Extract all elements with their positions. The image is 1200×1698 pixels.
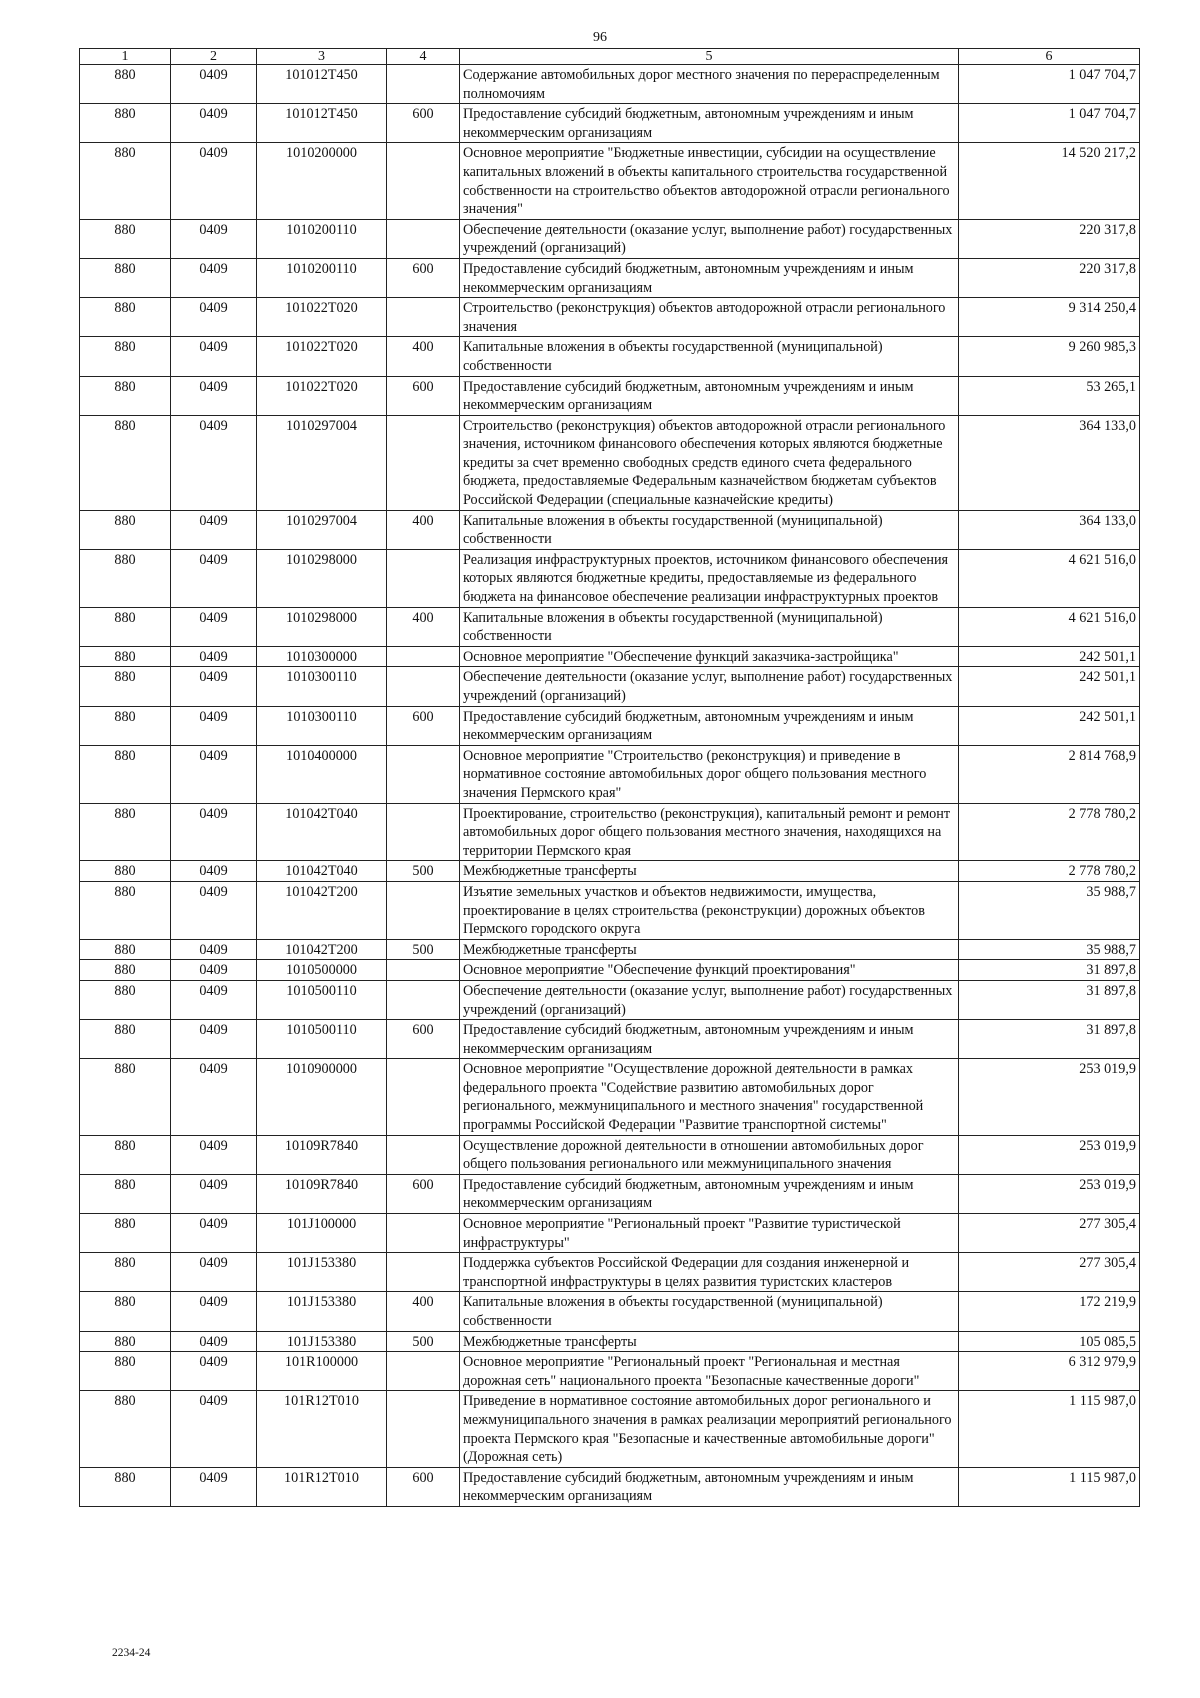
table-row [80,258,1140,297]
cell-admin-code: 880 [80,1174,171,1213]
cell-expense-type [387,1352,460,1391]
table-row [80,1352,1140,1391]
cell-amount: 31 897,8 [959,1020,1140,1059]
cell-section-code: 0409 [171,646,257,667]
cell-target-code: 1010300110 [257,706,387,745]
table-row [80,667,1140,706]
table-row [80,881,1140,939]
cell-admin-code: 880 [80,143,171,219]
cell-section-code: 0409 [171,1292,257,1331]
cell-description: Содержание автомобильных дорог местного значения по перераспределенным полномочиям [460,65,959,104]
cell-target-code: 1010200000 [257,143,387,219]
table-row [80,510,1140,549]
table-row [80,1292,1140,1331]
cell-description: Основное мероприятие "Обеспечение функций заказчика-застройщика" [460,646,959,667]
cell-section-code: 0409 [171,607,257,646]
table-row [80,298,1140,337]
cell-description: Предоставление субсидий бюджетным, автономным учреждениям и иным некоммерческим организациям [460,1174,959,1213]
cell-target-code: 101012Т450 [257,104,387,143]
cell-target-code: 101022Т020 [257,376,387,415]
cell-admin-code: 880 [80,667,171,706]
cell-expense-type [387,960,460,981]
cell-description: Строительство (реконструкция) объектов автодорожной отрасли регионального значения, источником финансового обеспечения которых являются бюджетные кредиты за счет временно свободных средств единого счета федерального бюджета, предоставляемые Федеральным казначейством бюджетам субъектов Российской Федерации (специальные казначейские кредиты) [460,415,959,510]
cell-amount: 364 133,0 [959,415,1140,510]
cell-section-code: 0409 [171,960,257,981]
budget-table [79,48,1140,1507]
cell-description: Предоставление субсидий бюджетным, автономным учреждениям и иным некоммерческим организациям [460,258,959,297]
cell-amount: 31 897,8 [959,960,1140,981]
table-row [80,1391,1140,1467]
cell-amount: 4 621 516,0 [959,549,1140,607]
cell-admin-code: 880 [80,607,171,646]
cell-expense-type [387,415,460,510]
cell-target-code: 1010298000 [257,549,387,607]
column-header: 2 [171,49,257,65]
cell-amount: 220 317,8 [959,258,1140,297]
cell-amount: 31 897,8 [959,980,1140,1019]
cell-description: Капитальные вложения в объекты государственной (муниципальной) собственности [460,1292,959,1331]
cell-amount: 105 085,5 [959,1331,1140,1352]
cell-admin-code: 880 [80,298,171,337]
cell-expense-type [387,803,460,861]
cell-amount: 253 019,9 [959,1174,1140,1213]
cell-description: Изъятие земельных участков и объектов недвижимости, имущества, проектирование в целях строительства (реконструкции) дорожных объектов Пермского городского округа [460,881,959,939]
cell-expense-type [387,1253,460,1292]
cell-target-code: 101J153380 [257,1292,387,1331]
table-row [80,1135,1140,1174]
cell-amount: 14 520 217,2 [959,143,1140,219]
cell-description: Обеспечение деятельности (оказание услуг, выполнение работ) государственных учреждений (организаций) [460,219,959,258]
cell-description: Основное мероприятие "Бюджетные инвестиции, субсидии на осуществление капитальных вложений в объекты капитального строительства государственной собственности на строительство объектов автодорожной отрасли регионального значения" [460,143,959,219]
cell-amount: 9 314 250,4 [959,298,1140,337]
cell-description: Основное мероприятие "Региональный проект "Региональная и местная дорожная сеть" национального проекта "Безопасные качественные дороги" [460,1352,959,1391]
cell-amount: 6 312 979,9 [959,1352,1140,1391]
cell-section-code: 0409 [171,667,257,706]
cell-section-code: 0409 [171,1391,257,1467]
footer-document-code: 2234-24 [112,1647,151,1659]
cell-section-code: 0409 [171,1214,257,1253]
cell-section-code: 0409 [171,65,257,104]
cell-target-code: 10109R7840 [257,1135,387,1174]
cell-target-code: 101022Т020 [257,337,387,376]
cell-target-code: 10109R7840 [257,1174,387,1213]
table-row [80,980,1140,1019]
cell-description: Проектирование, строительство (реконструкция), капитальный ремонт и ремонт автомобильных дорог общего пользования местного значения, находящихся на территории Пермского края [460,803,959,861]
cell-description: Капитальные вложения в объекты государственной (муниципальной) собственности [460,607,959,646]
cell-expense-type [387,881,460,939]
cell-section-code: 0409 [171,980,257,1019]
table-header-row [80,49,1140,65]
cell-target-code: 1010900000 [257,1059,387,1135]
cell-expense-type: 600 [387,1020,460,1059]
cell-expense-type [387,1135,460,1174]
cell-expense-type [387,667,460,706]
cell-section-code: 0409 [171,219,257,258]
column-header: 3 [257,49,387,65]
cell-expense-type: 500 [387,861,460,882]
cell-amount: 277 305,4 [959,1253,1140,1292]
table-row [80,1020,1140,1059]
cell-section-code: 0409 [171,803,257,861]
cell-expense-type: 500 [387,1331,460,1352]
table-row [80,646,1140,667]
cell-admin-code: 880 [80,646,171,667]
cell-target-code: 1010400000 [257,745,387,803]
cell-description: Межбюджетные трансферты [460,939,959,960]
column-header: 1 [80,49,171,65]
cell-section-code: 0409 [171,510,257,549]
cell-target-code: 101042Т040 [257,861,387,882]
cell-section-code: 0409 [171,861,257,882]
column-header: 5 [460,49,959,65]
cell-amount: 1 047 704,7 [959,104,1140,143]
cell-description: Межбюджетные трансферты [460,861,959,882]
cell-admin-code: 880 [80,881,171,939]
cell-target-code: 101R100000 [257,1352,387,1391]
cell-expense-type [387,219,460,258]
cell-admin-code: 880 [80,376,171,415]
cell-amount: 172 219,9 [959,1292,1140,1331]
cell-target-code: 1010297004 [257,415,387,510]
cell-description: Предоставление субсидий бюджетным, автономным учреждениям и иным некоммерческим организациям [460,376,959,415]
cell-expense-type: 600 [387,258,460,297]
cell-amount: 53 265,1 [959,376,1140,415]
cell-target-code: 101042Т200 [257,939,387,960]
cell-expense-type [387,549,460,607]
cell-section-code: 0409 [171,1253,257,1292]
cell-amount: 242 501,1 [959,646,1140,667]
cell-description: Основное мероприятие "Обеспечение функций проектирования" [460,960,959,981]
table-row [80,1467,1140,1506]
cell-amount: 35 988,7 [959,881,1140,939]
table-row [80,337,1140,376]
cell-target-code: 1010300000 [257,646,387,667]
cell-admin-code: 880 [80,1391,171,1467]
cell-section-code: 0409 [171,298,257,337]
cell-section-code: 0409 [171,143,257,219]
cell-section-code: 0409 [171,337,257,376]
cell-admin-code: 880 [80,706,171,745]
cell-section-code: 0409 [171,745,257,803]
cell-section-code: 0409 [171,706,257,745]
cell-admin-code: 880 [80,104,171,143]
cell-amount: 253 019,9 [959,1059,1140,1135]
cell-target-code: 1010500110 [257,980,387,1019]
cell-target-code: 1010500110 [257,1020,387,1059]
table-row [80,219,1140,258]
cell-admin-code: 880 [80,415,171,510]
cell-expense-type [387,143,460,219]
cell-section-code: 0409 [171,258,257,297]
cell-description: Осуществление дорожной деятельности в отношении автомобильных дорог общего пользования регионального или межмуниципального значения [460,1135,959,1174]
cell-expense-type: 600 [387,376,460,415]
cell-amount: 242 501,1 [959,706,1140,745]
cell-section-code: 0409 [171,1135,257,1174]
cell-admin-code: 880 [80,1467,171,1506]
cell-description: Предоставление субсидий бюджетным, автономным учреждениям и иным некоммерческим организациям [460,706,959,745]
cell-section-code: 0409 [171,939,257,960]
table-body [80,65,1140,1507]
table-row [80,607,1140,646]
cell-target-code: 1010300110 [257,667,387,706]
cell-admin-code: 880 [80,258,171,297]
cell-amount: 2 778 780,2 [959,861,1140,882]
cell-target-code: 101J153380 [257,1331,387,1352]
cell-admin-code: 880 [80,980,171,1019]
cell-amount: 2 778 780,2 [959,803,1140,861]
cell-admin-code: 880 [80,65,171,104]
cell-description: Приведение в нормативное состояние автомобильных дорог регионального и межмуниципального значения в рамках реализации мероприятий регионального проекта Пермского края "Безопасные и качественные автомобильные дороги" (Дорожная сеть) [460,1391,959,1467]
column-header: 4 [387,49,460,65]
cell-expense-type: 600 [387,1467,460,1506]
cell-amount: 9 260 985,3 [959,337,1140,376]
cell-description: Поддержка субъектов Российской Федерации для создания инженерной и транспортной инфраструктуры в целях развития туристских кластеров [460,1253,959,1292]
cell-description: Предоставление субсидий бюджетным, автономным учреждениям и иным некоммерческим организациям [460,1020,959,1059]
cell-admin-code: 880 [80,745,171,803]
cell-admin-code: 880 [80,1352,171,1391]
cell-target-code: 101R12Т010 [257,1467,387,1506]
cell-section-code: 0409 [171,415,257,510]
cell-admin-code: 880 [80,939,171,960]
cell-target-code: 101042Т200 [257,881,387,939]
cell-section-code: 0409 [171,1467,257,1506]
cell-expense-type: 400 [387,510,460,549]
cell-admin-code: 880 [80,861,171,882]
cell-section-code: 0409 [171,1174,257,1213]
cell-amount: 1 115 987,0 [959,1467,1140,1506]
cell-expense-type: 400 [387,607,460,646]
cell-section-code: 0409 [171,549,257,607]
cell-target-code: 101022Т020 [257,298,387,337]
cell-amount: 4 621 516,0 [959,607,1140,646]
cell-expense-type [387,298,460,337]
table-row [80,803,1140,861]
cell-section-code: 0409 [171,1020,257,1059]
cell-expense-type: 500 [387,939,460,960]
cell-section-code: 0409 [171,1352,257,1391]
cell-target-code: 1010200110 [257,219,387,258]
cell-admin-code: 880 [80,510,171,549]
cell-admin-code: 880 [80,1135,171,1174]
cell-section-code: 0409 [171,1059,257,1135]
cell-section-code: 0409 [171,1331,257,1352]
cell-amount: 2 814 768,9 [959,745,1140,803]
cell-admin-code: 880 [80,1059,171,1135]
cell-target-code: 101042Т040 [257,803,387,861]
cell-admin-code: 880 [80,219,171,258]
table-row [80,415,1140,510]
page-number: 96 [593,30,607,45]
cell-section-code: 0409 [171,104,257,143]
cell-expense-type: 600 [387,1174,460,1213]
cell-target-code: 1010200110 [257,258,387,297]
table-row [80,1174,1140,1213]
cell-admin-code: 880 [80,1214,171,1253]
cell-expense-type [387,980,460,1019]
cell-description: Основное мероприятие "Осуществление дорожной деятельности в рамках федерального проекта "Содействие развитию автомобильных дорог регионального, межмуниципального и местного значения" государственной программы Российской Федерации "Развитие транспортной системы" [460,1059,959,1135]
cell-amount: 364 133,0 [959,510,1140,549]
cell-admin-code: 880 [80,1253,171,1292]
table-row [80,1214,1140,1253]
cell-description: Обеспечение деятельности (оказание услуг, выполнение работ) государственных учреждений (организаций) [460,980,959,1019]
cell-description: Предоставление субсидий бюджетным, автономным учреждениям и иным некоммерческим организациям [460,1467,959,1506]
cell-amount: 220 317,8 [959,219,1140,258]
cell-admin-code: 880 [80,549,171,607]
cell-expense-type: 400 [387,337,460,376]
cell-expense-type [387,1214,460,1253]
cell-admin-code: 880 [80,1292,171,1331]
cell-amount: 242 501,1 [959,667,1140,706]
table-row [80,1253,1140,1292]
cell-description: Межбюджетные трансферты [460,1331,959,1352]
cell-expense-type: 600 [387,104,460,143]
cell-description: Реализация инфраструктурных проектов, источником финансового обеспечения которых являются бюджетные кредиты, предоставляемые из федерального бюджета на финансовое обеспечение реализации инфраструктурных проектов [460,549,959,607]
cell-description: Капитальные вложения в объекты государственной (муниципальной) собственности [460,337,959,376]
table-row [80,549,1140,607]
cell-section-code: 0409 [171,881,257,939]
cell-expense-type [387,1391,460,1467]
cell-expense-type [387,745,460,803]
cell-amount: 35 988,7 [959,939,1140,960]
cell-amount: 1 047 704,7 [959,65,1140,104]
cell-expense-type: 600 [387,706,460,745]
cell-section-code: 0409 [171,376,257,415]
cell-target-code: 101012Т450 [257,65,387,104]
cell-admin-code: 880 [80,960,171,981]
cell-target-code: 101R12Т010 [257,1391,387,1467]
table-row [80,104,1140,143]
table-row [80,745,1140,803]
table-row [80,939,1140,960]
cell-description: Обеспечение деятельности (оказание услуг, выполнение работ) государственных учреждений (организаций) [460,667,959,706]
cell-expense-type [387,1059,460,1135]
column-header: 6 [959,49,1140,65]
cell-target-code: 1010298000 [257,607,387,646]
cell-expense-type: 400 [387,1292,460,1331]
cell-amount: 277 305,4 [959,1214,1140,1253]
cell-target-code: 101J100000 [257,1214,387,1253]
cell-description: Строительство (реконструкция) объектов автодорожной отрасли регионального значения [460,298,959,337]
cell-admin-code: 880 [80,803,171,861]
cell-target-code: 101J153380 [257,1253,387,1292]
cell-expense-type [387,646,460,667]
table-row [80,65,1140,104]
cell-admin-code: 880 [80,1331,171,1352]
cell-target-code: 1010297004 [257,510,387,549]
table-row [80,376,1140,415]
cell-amount: 1 115 987,0 [959,1391,1140,1467]
cell-description: Капитальные вложения в объекты государственной (муниципальной) собственности [460,510,959,549]
cell-amount: 253 019,9 [959,1135,1140,1174]
table-row [80,143,1140,219]
cell-admin-code: 880 [80,337,171,376]
table-row [80,861,1140,882]
cell-description: Предоставление субсидий бюджетным, автономным учреждениям и иным некоммерческим организациям [460,104,959,143]
cell-description: Основное мероприятие "Региональный проект "Развитие туристической инфраструктуры" [460,1214,959,1253]
cell-expense-type [387,65,460,104]
cell-admin-code: 880 [80,1020,171,1059]
table-row [80,960,1140,981]
cell-description: Основное мероприятие "Строительство (реконструкция) и приведение в нормативное состояние автомобильных дорог общего пользования местного значения Пермского края" [460,745,959,803]
cell-target-code: 1010500000 [257,960,387,981]
table-row [80,706,1140,745]
table-row [80,1331,1140,1352]
table-row [80,1059,1140,1135]
